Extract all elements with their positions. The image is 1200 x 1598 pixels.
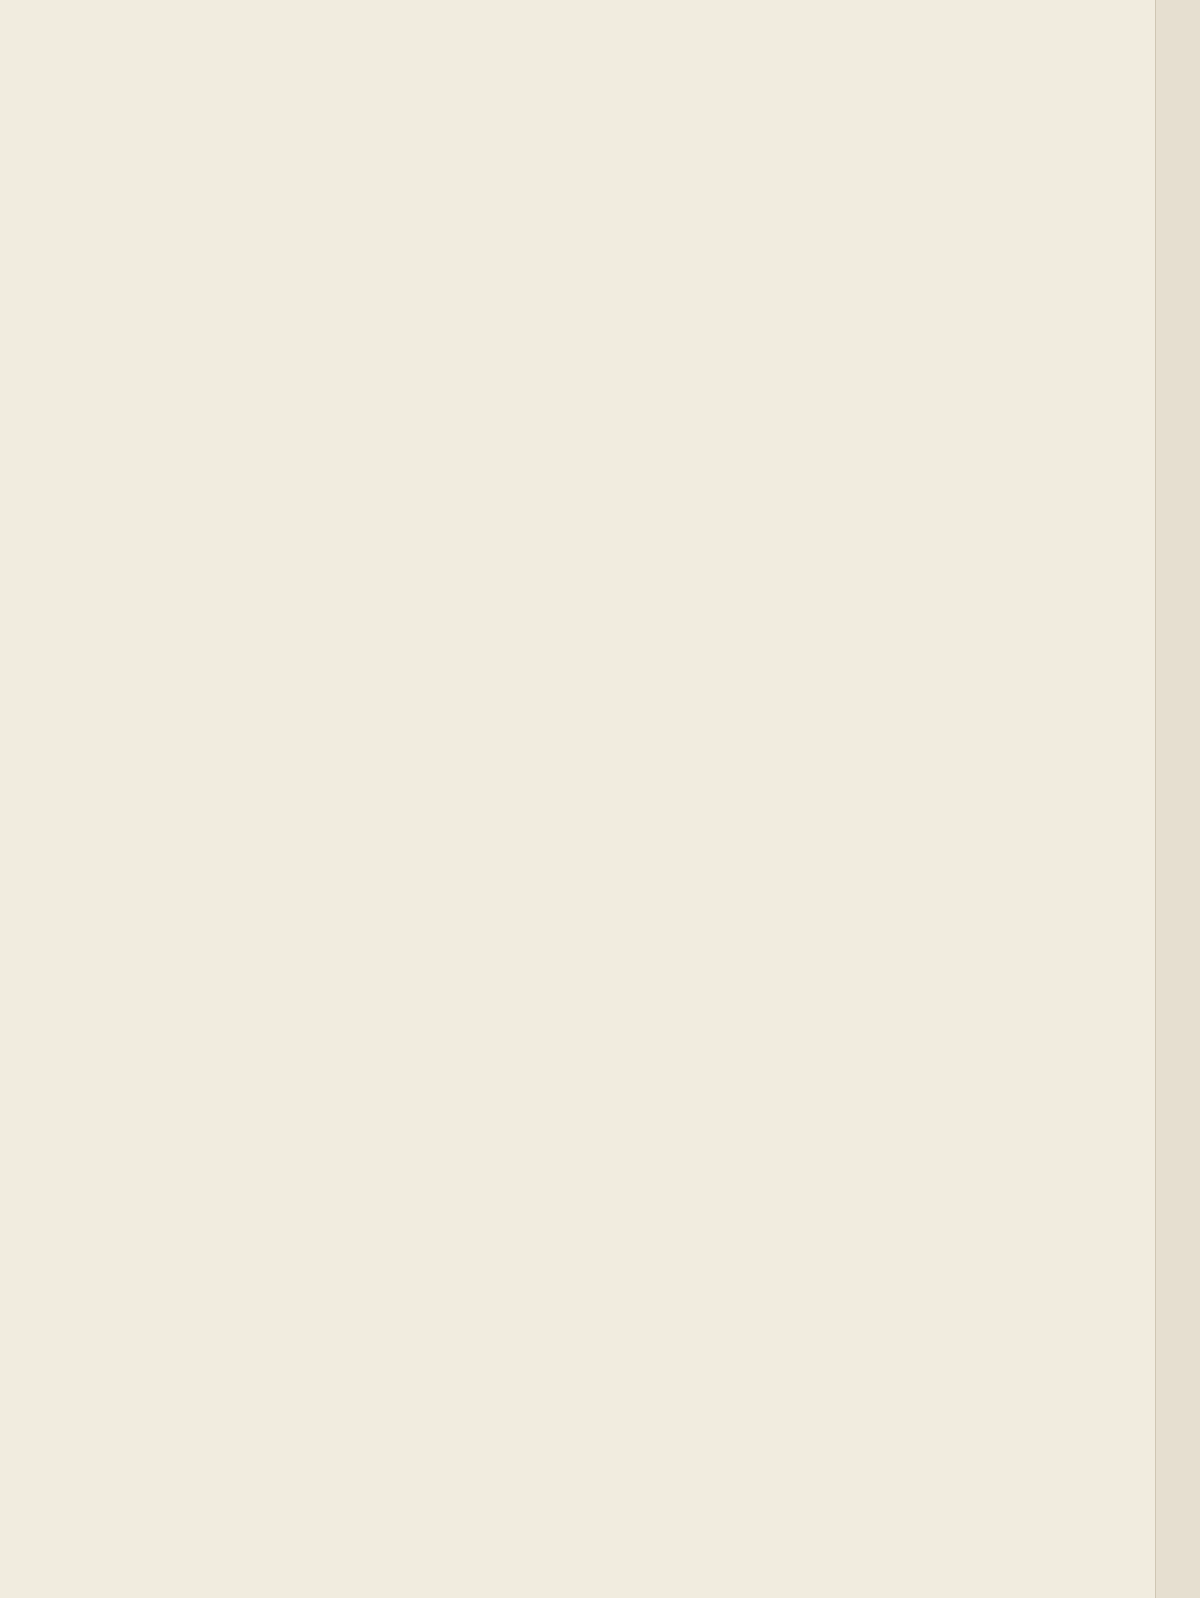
adjacent-page-edge <box>1155 0 1200 1598</box>
